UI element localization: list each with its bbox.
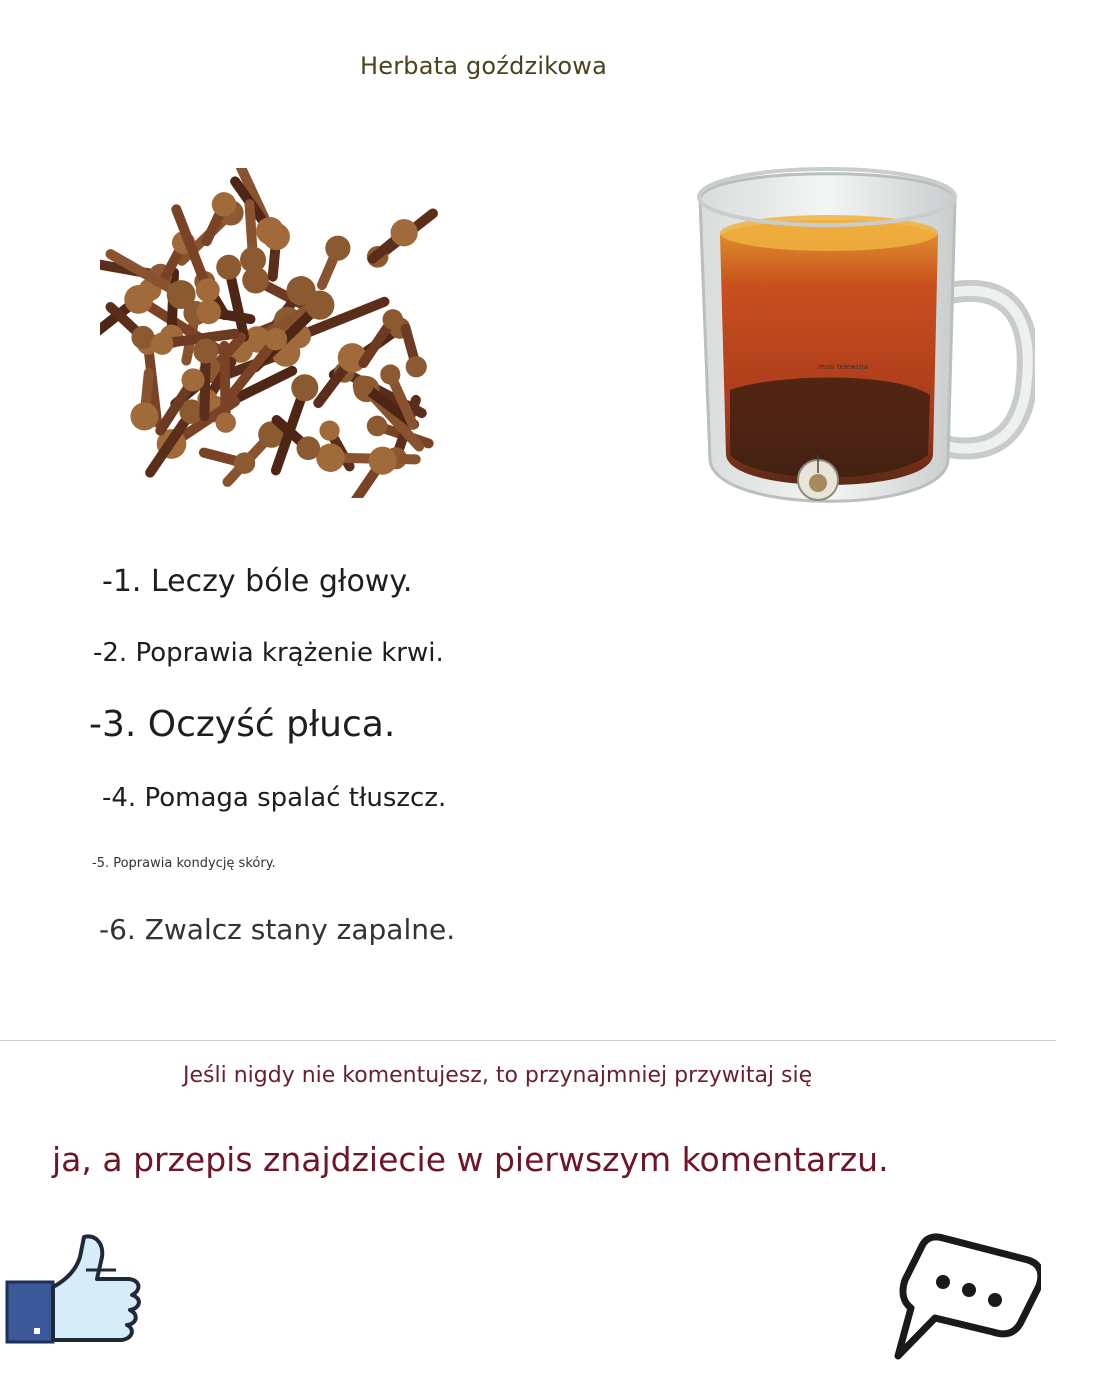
benefit-item: -6. Zwalcz stany zapalne. xyxy=(99,913,456,946)
mug-watermark: mosi telewizja xyxy=(818,363,868,371)
benefit-item: -1. Leczy bóle głowy. xyxy=(102,564,413,599)
benefit-item: -3. Oczyść płuca. xyxy=(89,704,396,745)
page-title: Herbata goździkowa xyxy=(360,52,608,80)
benefit-item: -5. Poprawia kondycję skóry. xyxy=(92,856,276,871)
speech-bubble-icon[interactable] xyxy=(893,1230,1041,1362)
cta-line-2: ja, a przepis znajdziecie w pierwszym komentarzu. xyxy=(52,1140,889,1179)
benefit-item: -4. Pomaga spalać tłuszcz. xyxy=(102,783,447,813)
cloves-image xyxy=(100,168,470,498)
tea-mug-image xyxy=(690,155,1035,520)
thumbs-up-icon[interactable] xyxy=(4,1232,144,1350)
benefit-item: -2. Poprawia krążenie krwi. xyxy=(93,638,444,668)
cta-line-1: Jeśli nigdy nie komentujesz, to przynajmniej przywitaj się xyxy=(183,1063,813,1088)
divider xyxy=(0,1040,1056,1041)
